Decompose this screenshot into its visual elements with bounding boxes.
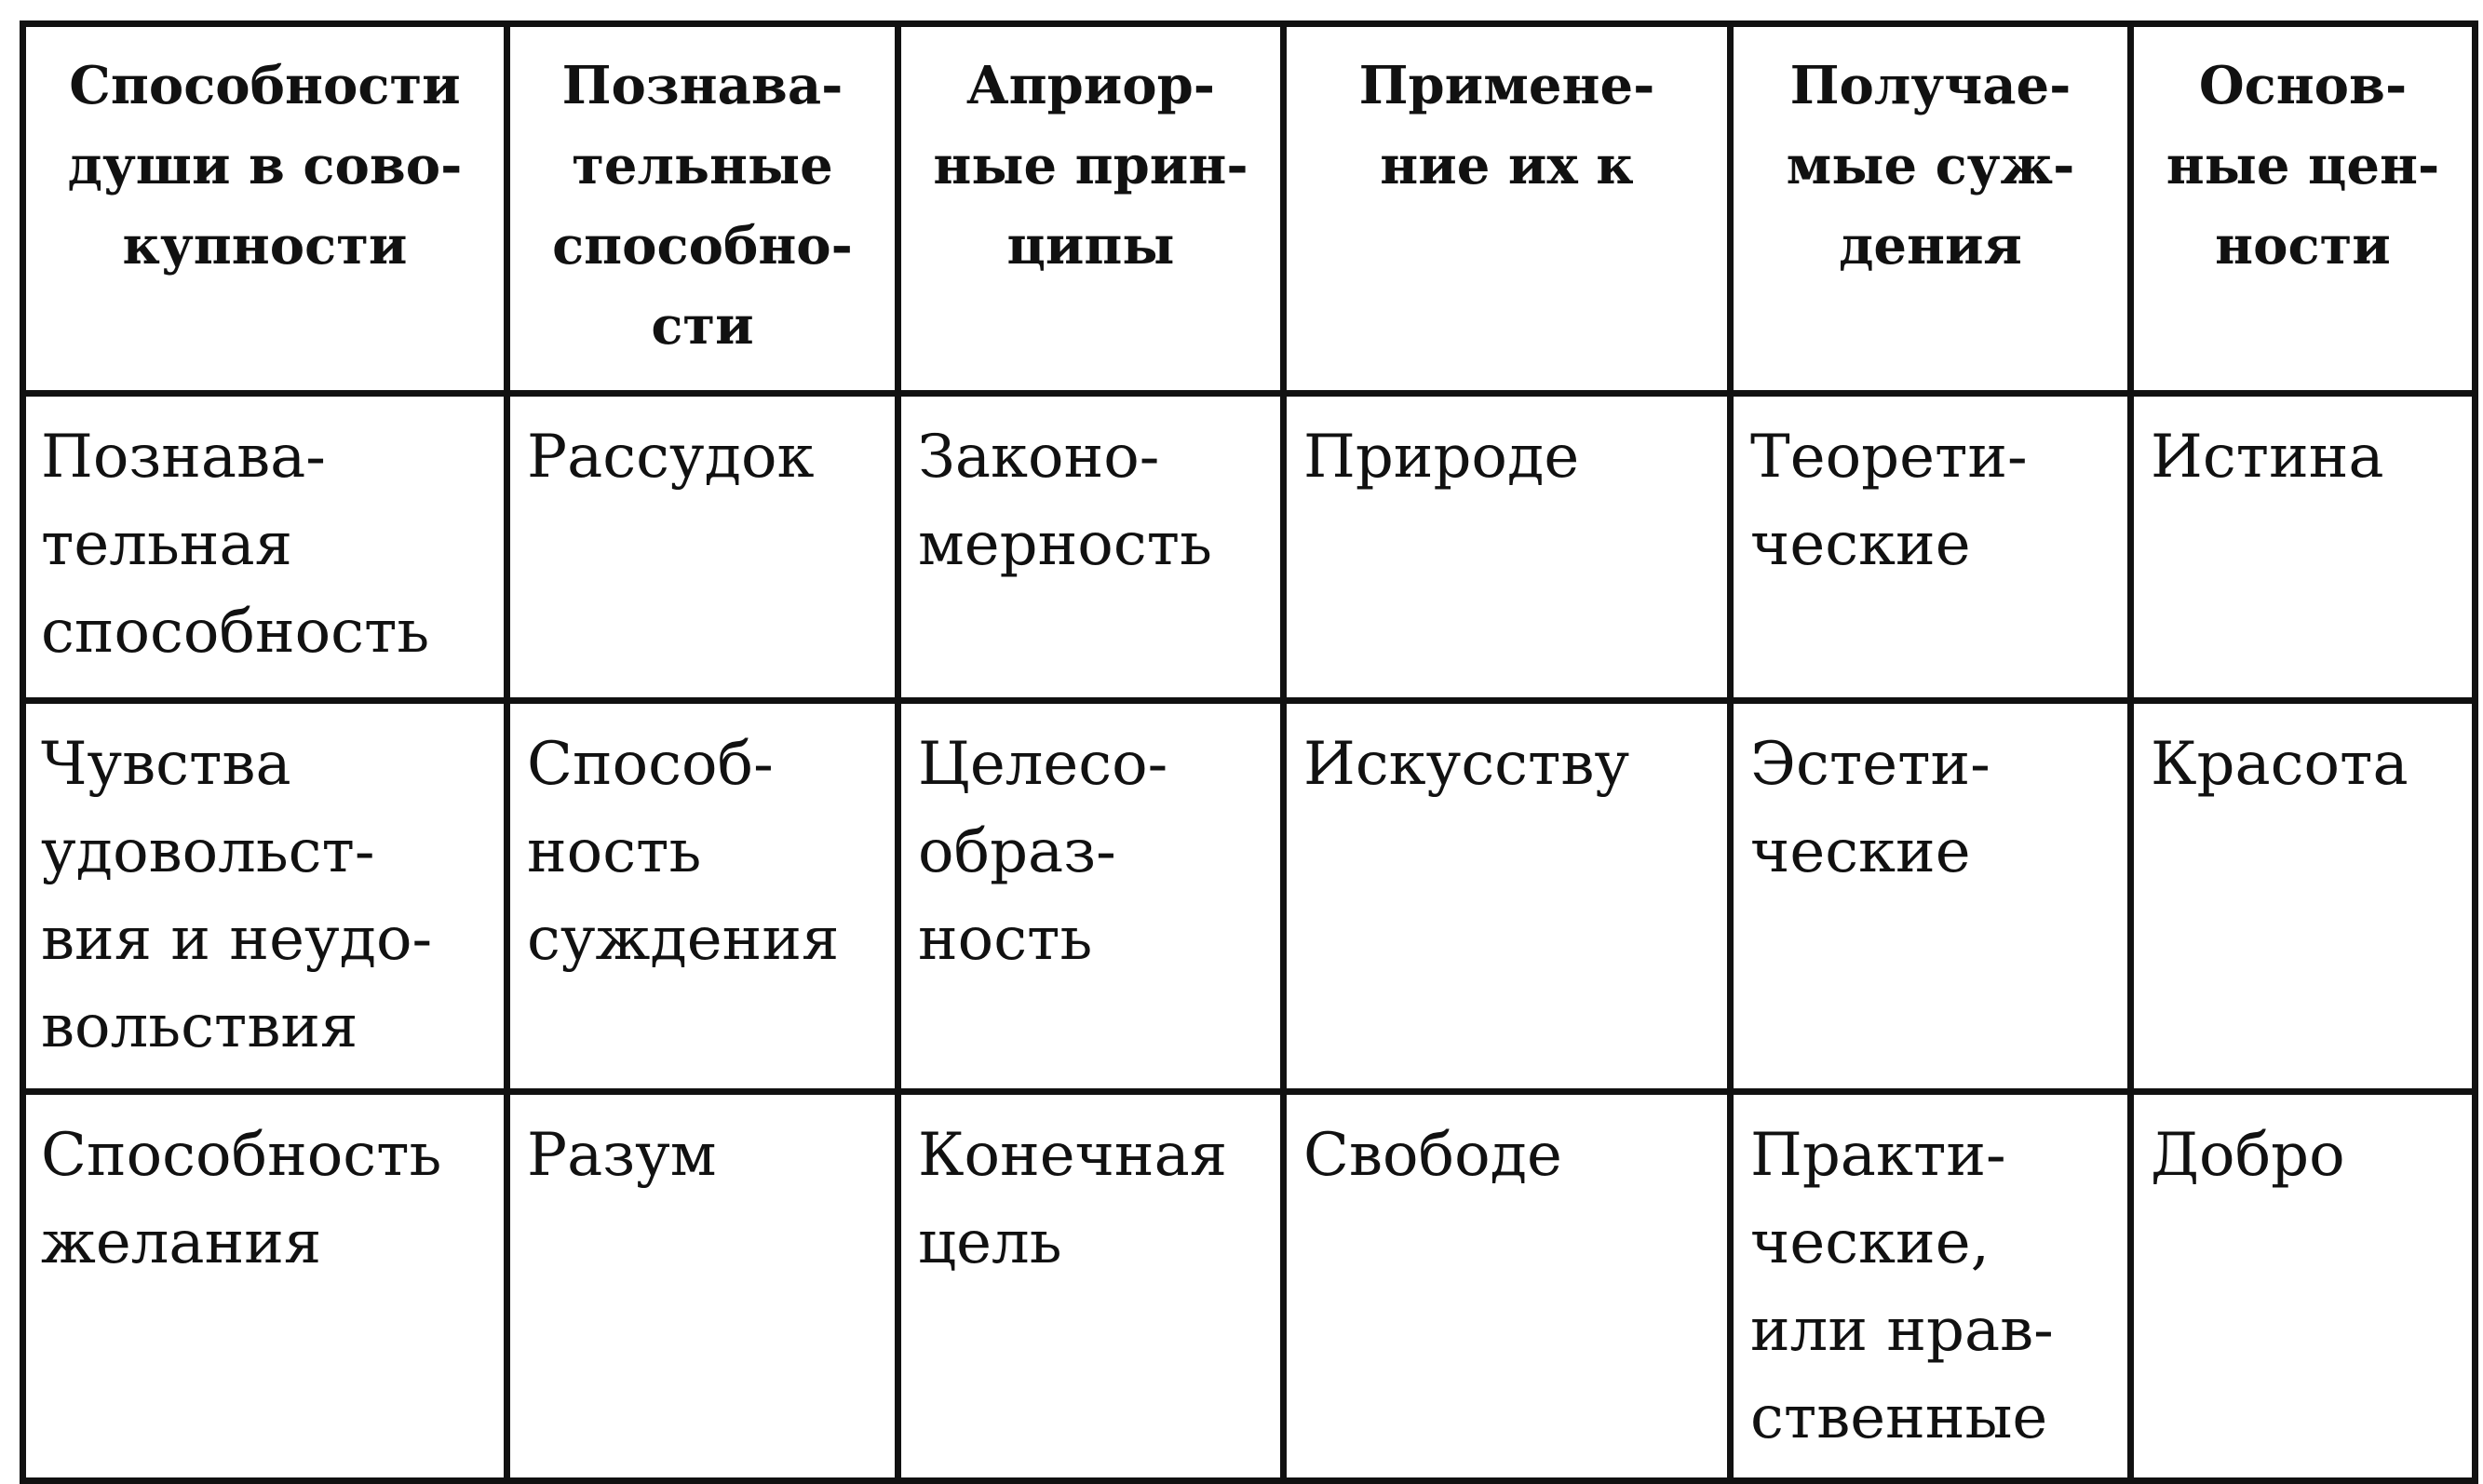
table-row: [23, 394, 2476, 701]
header-cell-values: Основ- ные цен- ности: [2131, 24, 2476, 394]
table-cell: Рассудок: [507, 394, 898, 701]
header-cell-faculties-of-soul: Способности души в сово- купности: [23, 24, 507, 394]
kant-faculties-table: [20, 20, 2478, 1484]
table-cell: Законо- мерность: [898, 394, 1284, 701]
header-cell-application: Примене- ние их к: [1284, 24, 1731, 394]
table-cell: Конечная цель: [898, 1092, 1284, 1481]
table-header-row: [23, 24, 2476, 394]
table-cell: Способность желания: [23, 1092, 507, 1481]
header-cell-judgments: Получае- мые суж- дения: [1731, 24, 2131, 394]
table-cell: Эстети- ческие: [1731, 701, 2131, 1092]
table-cell: Свободе: [1284, 1092, 1731, 1481]
table-cell: Чувства удовольст- вия и неудо- вольствия: [23, 701, 507, 1092]
table-cell: Разум: [507, 1092, 898, 1481]
header-cell-cognitive-faculties: Познава- тельные способно- сти: [507, 24, 898, 394]
table-cell: Познава- тельная способность: [23, 394, 507, 701]
table-cell: Теорети- ческие: [1731, 394, 2131, 701]
table-cell: Добро: [2131, 1092, 2476, 1481]
table-cell: Истина: [2131, 394, 2476, 701]
table-cell: Красота: [2131, 701, 2476, 1092]
table-cell: Искусству: [1284, 701, 1731, 1092]
kant-faculties-table-container: [20, 20, 2478, 1484]
table-cell: Практи- ческие, или нрав- ственные: [1731, 1092, 2131, 1481]
table-row: [23, 1092, 2476, 1481]
header-cell-a-priori-principles: Априор- ные прин- ципы: [898, 24, 1284, 394]
table-cell: Способ- ность суждения: [507, 701, 898, 1092]
table-row: [23, 701, 2476, 1092]
table-cell: Целесо- образ- ность: [898, 701, 1284, 1092]
table-cell: Природе: [1284, 394, 1731, 701]
